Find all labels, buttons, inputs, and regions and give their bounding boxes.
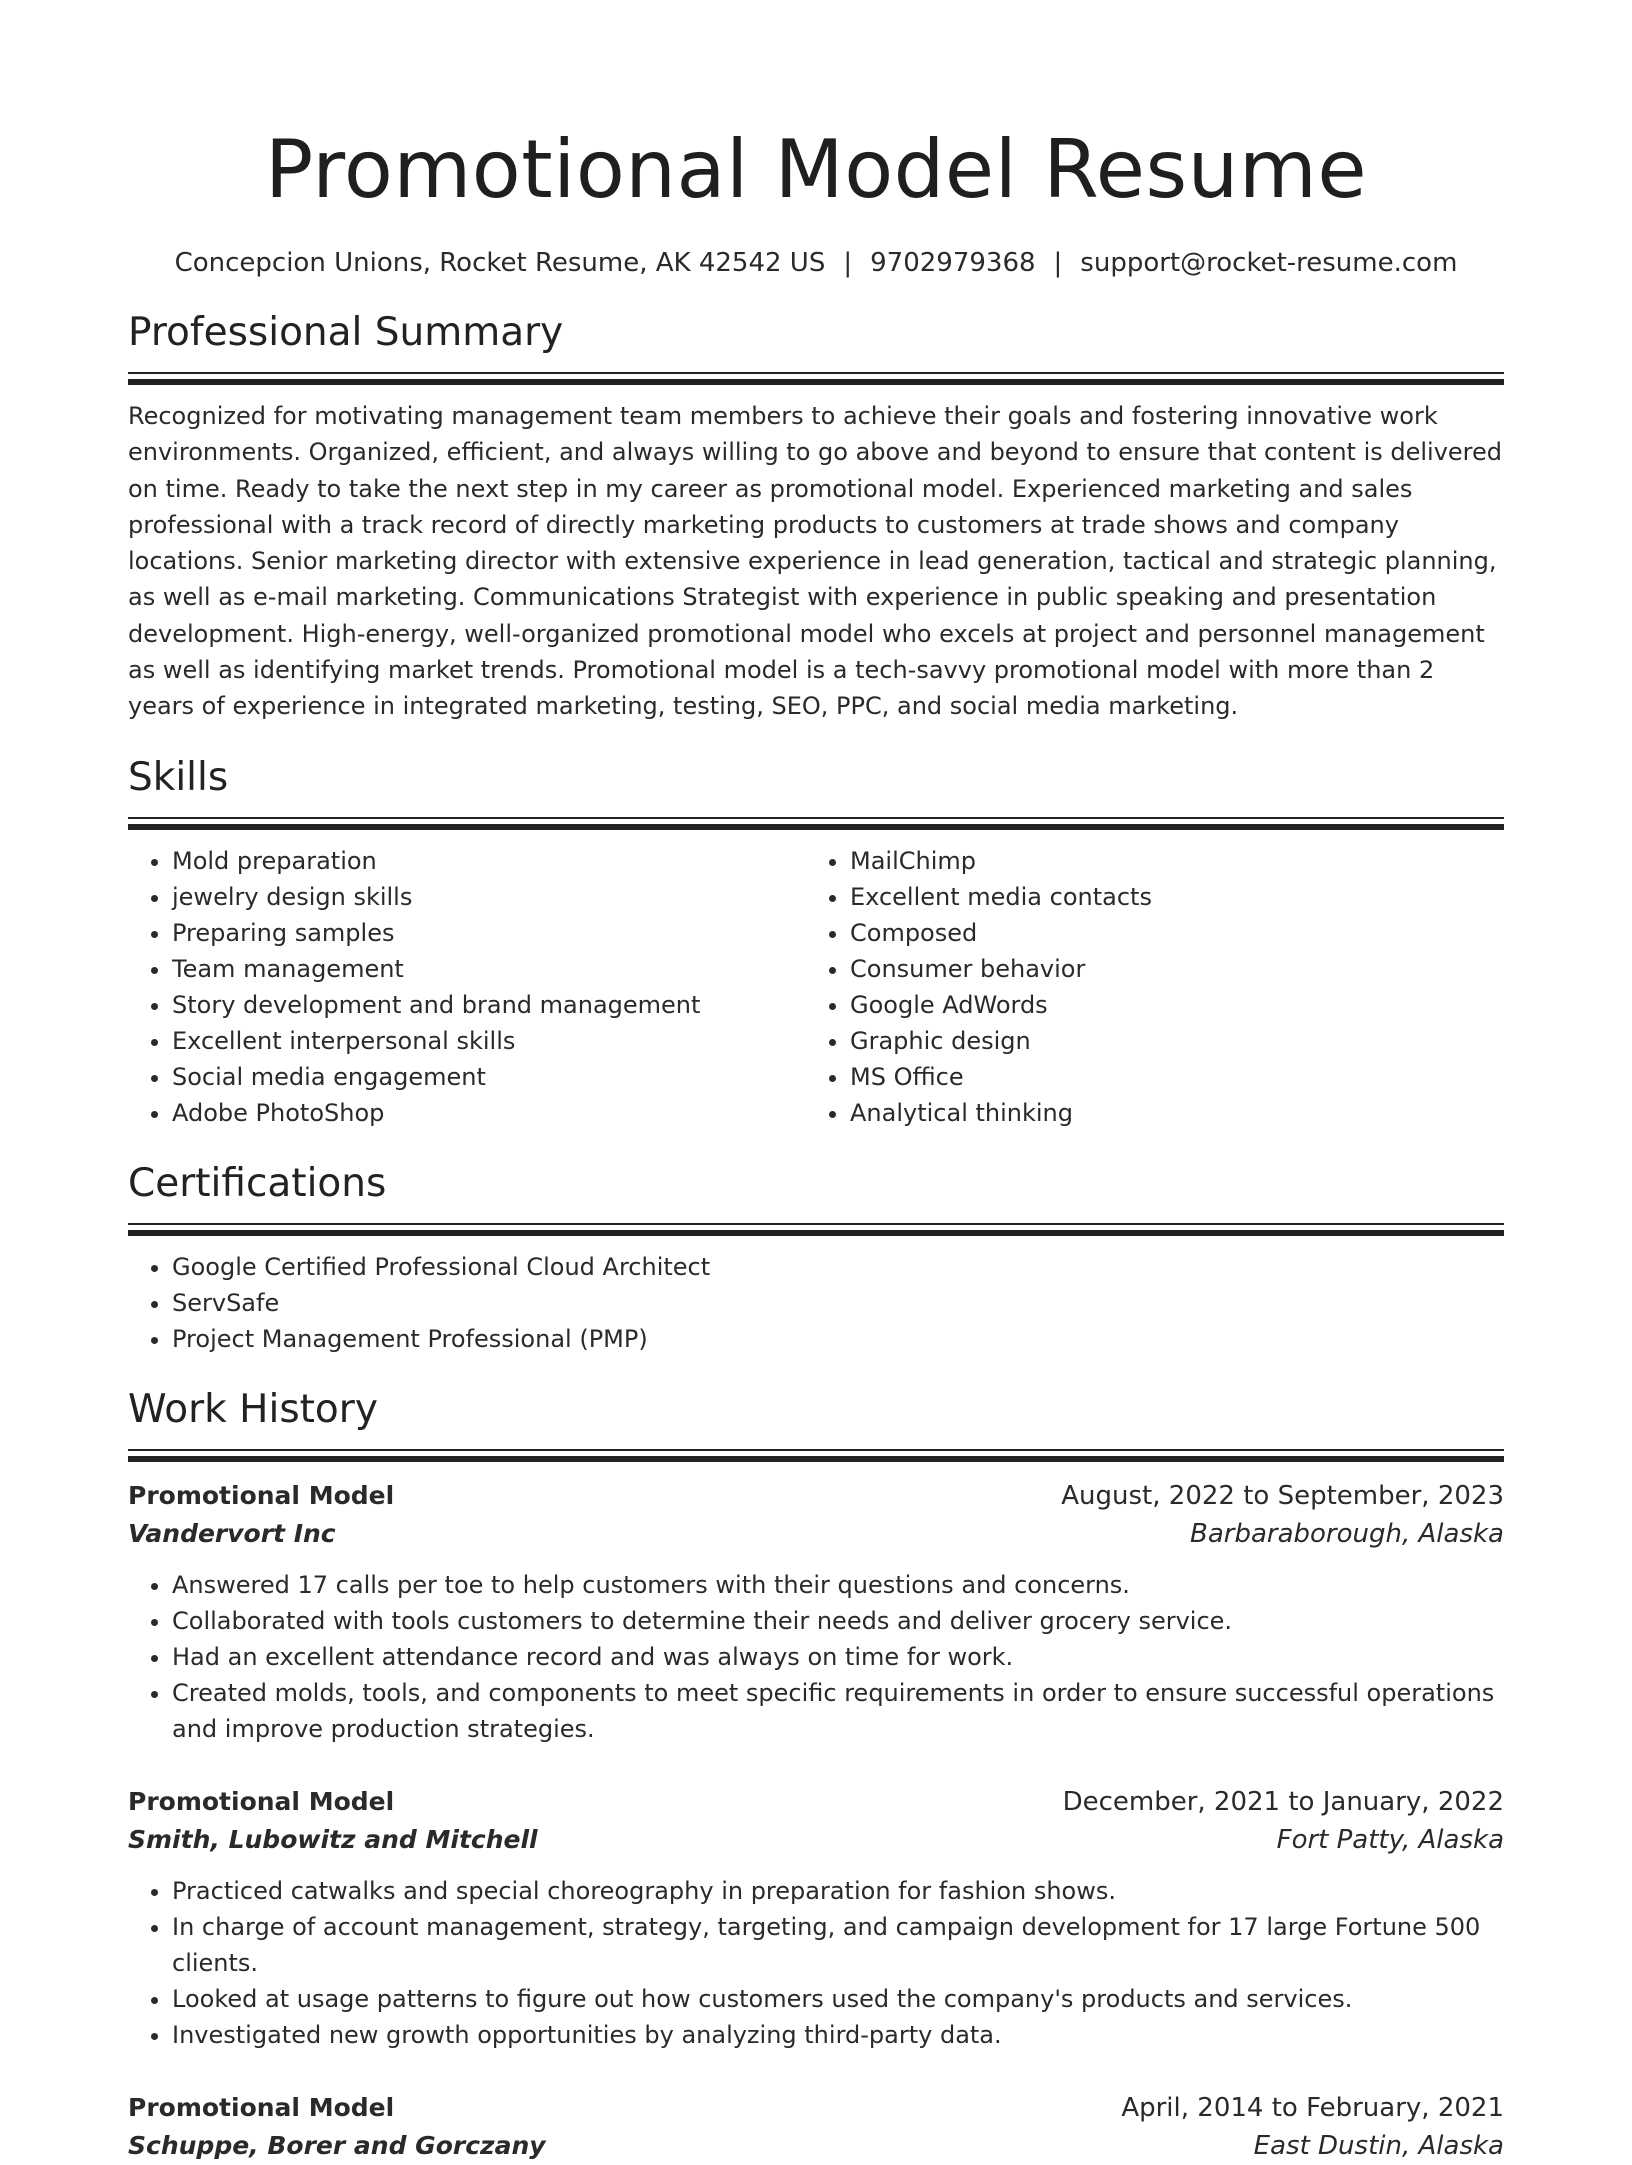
- contact-line: [128, 246, 1504, 280]
- job-header-row: [128, 1477, 1504, 1515]
- skill-item: • Google AdWords: [850, 987, 1484, 1023]
- contact-address: Concepcion Unions, Rocket Resume, AK 42542 US: [174, 248, 826, 278]
- job-header-row: [128, 1783, 1504, 1821]
- skill-item: • MailChimp: [850, 843, 1484, 879]
- section-divider: [128, 1223, 1504, 1237]
- resume-page: [128, 0, 1504, 2165]
- job-header-row: [128, 2089, 1504, 2127]
- job-dates: August, 2022 to September, 2023: [1061, 1480, 1504, 1511]
- skills-column-right: [806, 843, 1484, 1131]
- section-heading-summary: Professional Summary: [128, 310, 564, 355]
- job-company-row: [128, 1821, 1504, 1859]
- job-entry: [128, 1477, 1504, 1747]
- skill-item: • Excellent media contacts: [850, 879, 1484, 915]
- skill-item: • Story development and brand management: [172, 987, 806, 1023]
- skill-item: • Composed: [850, 915, 1484, 951]
- section-divider: [128, 1449, 1504, 1463]
- job-bullet: • Collaborated with tools customers to determine their needs and deliver grocery service.: [172, 1603, 1504, 1639]
- job-bullet: • Answered 17 calls per toe to help customers with their questions and concerns.: [172, 1567, 1504, 1603]
- contact-email: support@rocket-resume.com: [1080, 248, 1458, 278]
- skill-item: • Preparing samples: [172, 915, 806, 951]
- job-bullet: • Looked at usage patterns to figure out how customers used the company's products and services.: [172, 1981, 1504, 2017]
- job-bullets: [128, 1873, 1504, 2053]
- summary-text: Recognized for motivating management team members to achieve their goals and fostering innovative work environments. Organized, efficient, and always willing to go above and beyond to ensure that content is delivered on time. Ready to take the next step in my career as promotional model. Experienced marketing and sales professional with a track record of directly marketing products to customers at trade shows and company locations. Senior marketing director with extensive experience in lead generation, tactical and strategic planning, as well as e-mail marketing. Communications Strategist with experience in public speaking and presentation development. High-energy, well-organized promotional model who excels at project and personnel management as well as identifying market trends. Promotional model is a tech-savvy promotional model with more than 2 years of experience in integrated marketing, testing, SEO, PPC, and social media marketing.: [128, 402, 1503, 721]
- certifications-section: [128, 1159, 1504, 1357]
- job-company: Vandervort Inc: [128, 1518, 336, 1548]
- certifications-list: [128, 1249, 1504, 1357]
- certification-item: • Google Certified Professional Cloud Architect: [172, 1249, 1504, 1285]
- skill-item: • Team management: [172, 951, 806, 987]
- job-bullet: • Investigated new growth opportunities by analyzing third-party data.: [172, 2017, 1504, 2053]
- certification-item: • ServSafe: [172, 1285, 1504, 1321]
- work-history-section: [128, 1385, 1504, 2165]
- resume-title: Promotional Model Resume: [264, 123, 1368, 216]
- section-heading-work-history: Work History: [128, 1386, 378, 1432]
- section-heading-skills: Skills: [128, 754, 229, 800]
- job-bullet: • Practiced catwalks and special choreography in preparation for fashion shows.: [172, 1873, 1504, 1909]
- contact-separator: |: [1053, 248, 1063, 278]
- job-title: Promotional Model: [128, 1480, 395, 1510]
- skill-item: • MS Office: [850, 1059, 1484, 1095]
- contact-separator: |: [843, 248, 853, 278]
- job-location: Fort Patty, Alaska: [1276, 1824, 1504, 1855]
- job-dates: December, 2021 to January, 2022: [1062, 1786, 1504, 1817]
- skill-item: • Consumer behavior: [850, 951, 1484, 987]
- job-company: Schuppe, Borer and Gorczany: [128, 2130, 546, 2160]
- contact-phone: 9702979368: [870, 248, 1036, 278]
- summary-section: [128, 308, 1504, 725]
- skills-section: [128, 753, 1504, 1131]
- skill-item: • Mold preparation: [172, 843, 806, 879]
- skills-grid: [128, 843, 1504, 1131]
- job-bullet: • Created molds, tools, and components to meet specific requirements in order to ensure successful operations and improve production strategies.: [172, 1675, 1504, 1747]
- section-divider: [128, 817, 1504, 831]
- job-entry: [128, 1783, 1504, 2053]
- job-location: Barbaraborough, Alaska: [1190, 1518, 1504, 1549]
- skill-item: • jewelry design skills: [172, 879, 806, 915]
- skill-item: • Social media engagement: [172, 1059, 806, 1095]
- job-entry: [128, 2089, 1504, 2165]
- job-company-row: [128, 2127, 1504, 2165]
- job-company: Smith, Lubowitz and Mitchell: [128, 1824, 538, 1854]
- skills-column-left: [128, 843, 806, 1131]
- certification-item: • Project Management Professional (PMP): [172, 1321, 1504, 1357]
- job-dates: April, 2014 to February, 2021: [1121, 2092, 1504, 2123]
- job-bullets: [128, 1567, 1504, 1747]
- job-bullet: • Had an excellent attendance record and was always on time for work.: [172, 1639, 1504, 1675]
- section-heading-certifications: Certifications: [128, 1160, 387, 1206]
- job-company-row: [128, 1515, 1504, 1553]
- skills-list-left: [128, 843, 806, 1131]
- job-bullet: • In charge of account management, strategy, targeting, and campaign development for 17 large Fortune 500 clients.: [172, 1909, 1504, 1981]
- job-title: Promotional Model: [128, 2092, 395, 2122]
- section-divider: [128, 372, 1504, 386]
- skill-item: • Analytical thinking: [850, 1095, 1484, 1131]
- skill-item: • Graphic design: [850, 1023, 1484, 1059]
- skills-list-right: [806, 843, 1484, 1131]
- skill-item: • Excellent interpersonal skills: [172, 1023, 806, 1059]
- job-location: East Dustin, Alaska: [1253, 2130, 1504, 2161]
- skill-item: • Adobe PhotoShop: [172, 1095, 806, 1131]
- job-title: Promotional Model: [128, 1786, 395, 1816]
